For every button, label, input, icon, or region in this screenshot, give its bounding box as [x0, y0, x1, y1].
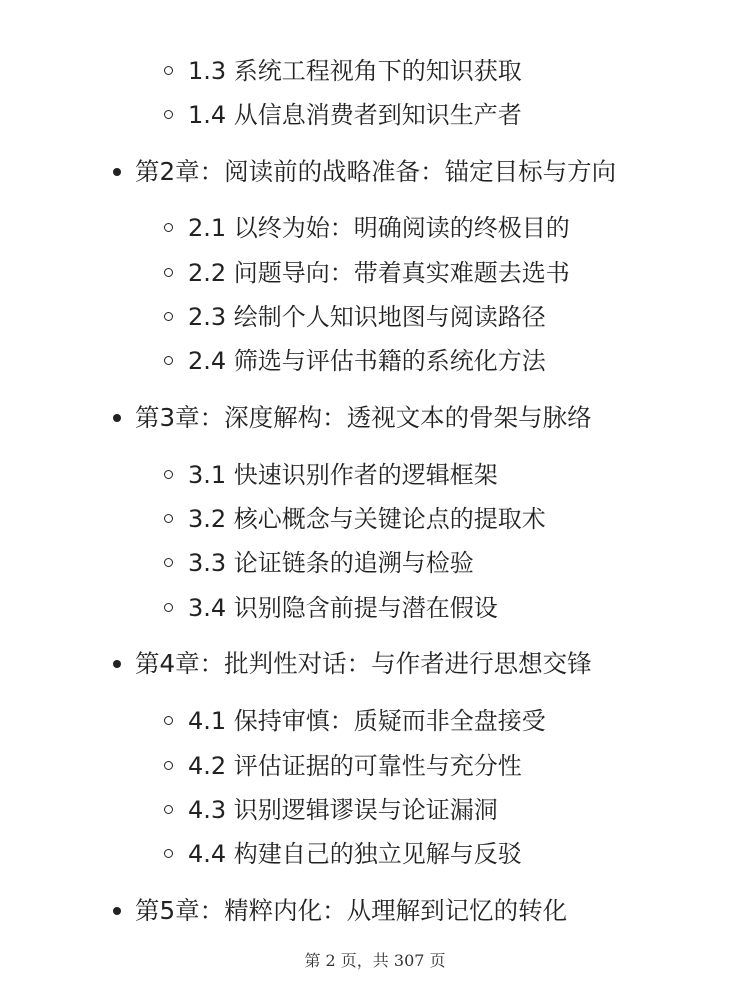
bullet-circle-icon: [164, 849, 173, 858]
bullet-circle-icon: [164, 761, 173, 770]
toc-section-label: 4.3 识别逻辑谬误与论证漏洞: [188, 796, 498, 824]
toc-section-label: 4.2 评估证据的可靠性与充分性: [188, 752, 522, 780]
toc-section-3-1: [188, 459, 498, 491]
bullet-circle-icon: [164, 223, 173, 232]
toc-section-4-4: [188, 838, 522, 870]
toc-section-2-1: [188, 212, 570, 244]
bullet-circle-icon: [164, 66, 173, 75]
toc-section-label: 3.1 快速识别作者的逻辑框架: [188, 461, 498, 489]
toc-section-3-2: [188, 503, 546, 535]
toc-section-2-3: [188, 301, 546, 333]
toc-chapter-4: [135, 648, 592, 680]
toc-section-label: 1.3 系统工程视角下的知识获取: [188, 57, 522, 85]
toc-section-label: 3.2 核心概念与关键论点的提取术: [188, 505, 546, 533]
toc-section-4-2: [188, 750, 522, 782]
toc-chapter-5: [135, 895, 567, 927]
toc-section-2-4: [188, 345, 546, 377]
toc-section-3-4: [188, 592, 498, 624]
bullet-circle-icon: [164, 514, 173, 523]
toc-section-label: 4.1 保持审慎：质疑而非全盘接受: [188, 707, 546, 735]
bullet-dot-icon: [113, 660, 121, 668]
bullet-dot-icon: [113, 907, 121, 915]
bullet-dot-icon: [113, 168, 121, 176]
toc-chapter-3: [135, 402, 592, 434]
toc-chapter-2: [135, 156, 616, 188]
bullet-circle-icon: [164, 558, 173, 567]
toc-section-4-1: [188, 705, 546, 737]
bullet-circle-icon: [164, 716, 173, 725]
bullet-circle-icon: [164, 268, 173, 277]
toc-section-label: 2.1 以终为始：明确阅读的终极目的: [188, 214, 570, 242]
page-number-footer: 第 2 页，共 307 页: [304, 951, 446, 970]
toc-section-1-3: [188, 55, 522, 87]
toc-section-1-4: [188, 99, 522, 131]
toc-section-label: 3.3 论证链条的追溯与检验: [188, 549, 474, 577]
toc-chapter-label: 第5章：精粹内化：从理解到记忆的转化: [135, 896, 568, 925]
toc-section-4-3: [188, 794, 498, 826]
bullet-circle-icon: [164, 603, 173, 612]
bullet-circle-icon: [164, 805, 173, 814]
toc-chapter-label: 第3章：深度解构：透视文本的骨架与脉络: [135, 403, 592, 432]
toc-section-label: 2.4 筛选与评估书籍的系统化方法: [188, 347, 546, 375]
toc-section-label: 2.3 绘制个人知识地图与阅读路径: [188, 303, 546, 331]
bullet-circle-icon: [164, 356, 173, 365]
toc-section-2-2: [188, 257, 570, 289]
bullet-dot-icon: [113, 414, 121, 422]
toc-chapter-label: 第2章：阅读前的战略准备：锚定目标与方向: [135, 157, 617, 186]
toc-section-label: 3.4 识别隐含前提与潜在假设: [188, 594, 498, 622]
toc-section-label: 4.4 构建自己的独立见解与反驳: [188, 840, 522, 868]
bullet-circle-icon: [164, 470, 173, 479]
toc-chapter-label: 第4章：批判性对话：与作者进行思想交锋: [135, 649, 592, 678]
toc-section-label: 1.4 从信息消费者到知识生产者: [188, 101, 522, 129]
bullet-circle-icon: [164, 312, 173, 321]
toc-section-label: 2.2 问题导向：带着真实难题去选书: [188, 259, 570, 287]
bullet-circle-icon: [164, 110, 173, 119]
toc-section-3-3: [188, 547, 474, 579]
